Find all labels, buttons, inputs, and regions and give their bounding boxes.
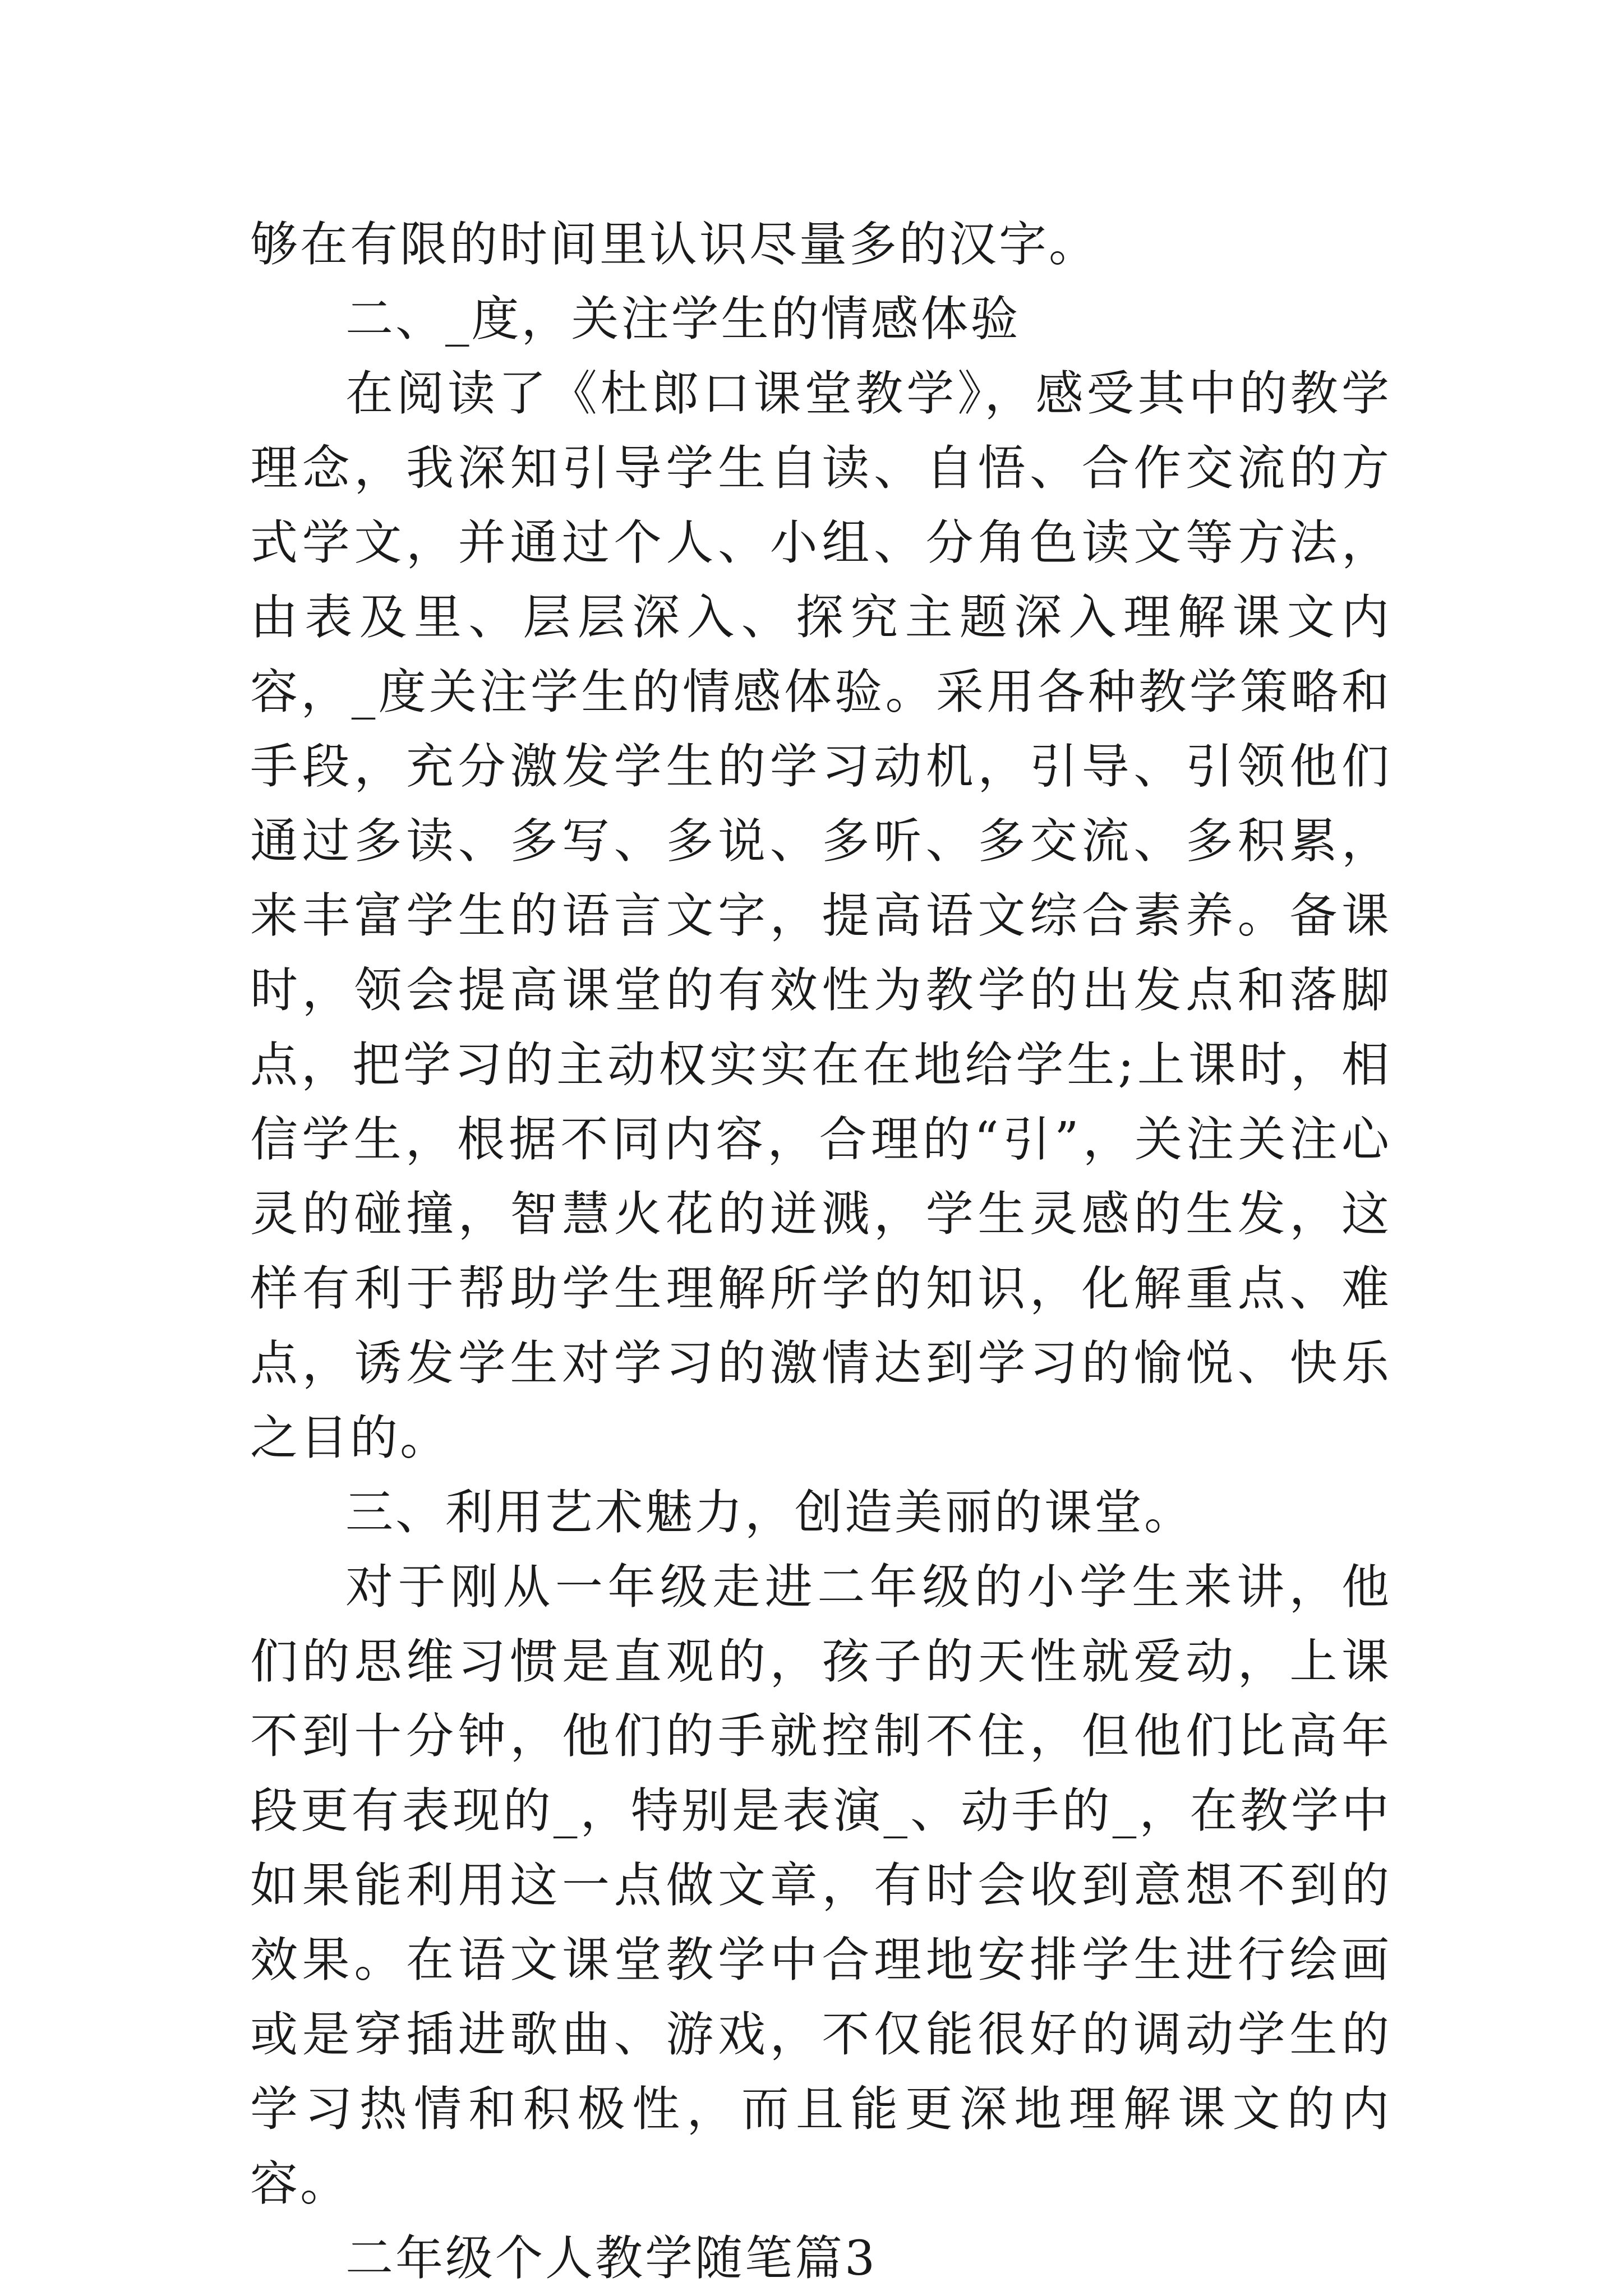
section-heading-2: 二、_度，关注学生的情感体验 bbox=[345, 292, 1021, 347]
section-heading-3: 三、利用艺术魅力，创造美丽的课堂。 bbox=[345, 1485, 1195, 1541]
paragraph-continuation: 够在有限的时间里认识尽量多的汉字。 bbox=[250, 217, 1099, 273]
document-body bbox=[250, 208, 1391, 2296]
paragraph-section-2: 在阅读了《杜郎口课堂教学》，感受其中的教学理念，我深知引导学生自读、自悟、合作交流的方式学文，并通过个人、小组、分角色读文等方法，由表及里、层层深入、探究主题深入理解课文内容，_度关注学生的情感体验。采用各种教学策略和手段，充分激发学生的学习动机，引导、引领他们通过多读、多写、多说、多听、多交流、多积累，来丰富学生的语言文字，提高语文综合素养。备课时，领会提高课堂的有效性为教学的出发点和落脚点，把学习的主动权实实在在地给学生;上课时，相信学生，根据不同内容，合理的“引”，关注关注心灵的碰撞，智慧火花的迸溅，学生灵感的生发，这样有利于帮助学生理解所学的知识，化解重点、难点，诱发学生对学习的激情达到学习的愉悦、快乐之目的。 bbox=[250, 366, 1391, 1466]
article-title-part-3: 二年级个人教学随笔篇3 bbox=[345, 2231, 878, 2286]
paragraph-section-3: 对于刚从一年级走进二年级的小学生来讲，他们的思维习惯是直观的，孩子的天性就爱动，上课不到十分钟，他们的手就控制不住，但他们比高年段更有表现的_，特别是表演_、动手的_，在教学中如果能利用这一点做文章，有时会收到意想不到的效果。在语文课堂教学中合理地安排学生进行绘画或是穿插进歌曲、游戏，不仅能很好的调动学生的学习热情和积极性，而且能更深地理解课文的内容。 bbox=[250, 1560, 1391, 2212]
